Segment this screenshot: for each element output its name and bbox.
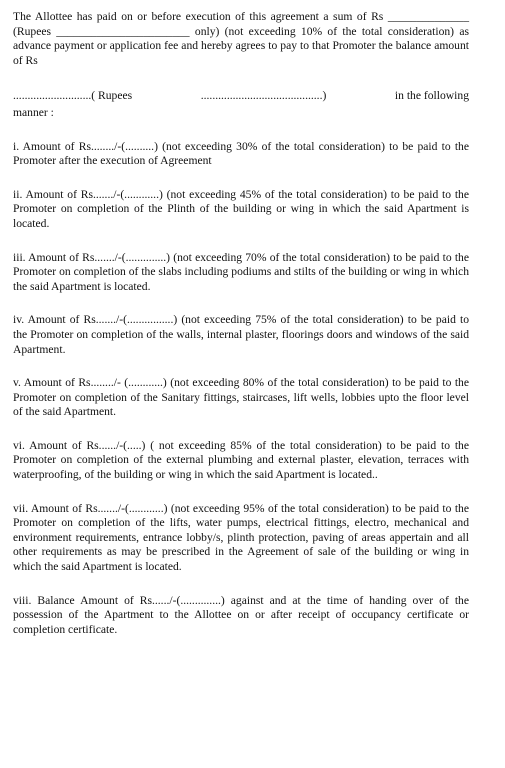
manner-left: ...........................( Rupees [13,89,133,103]
intro-line-2: ______________ (Rupees _______________________ only) (not exceeding 10% of the total consideration) as advance payment or application fee and hereby agrees to pay to that Promoter the balance amount of Rs [13,10,469,67]
manner-right: in the following [394,89,469,103]
payment-item-8: viii. Balance Amount of Rs....../-(..............) against and at the time of handing over of the possession of the Apartment to the Allottee on or after receipt of occupancy certificate or completion certificate. [13,593,469,636]
payment-item-3: iii. Amount of Rs......./-(..............) (not exceeding 70% of the total consideration) to be paid to the Promoter on completion of the slabs including podiums and stilts of the building or wing in which the said Apartment is located. [13,250,469,293]
manner-line [13,89,469,104]
payment-item-4: iv. Amount of Rs......./-(................) (not exceeding 75% of the total consideration) to be paid to the Promoter on completion of the walls, internal plaster, floorings doors and windows of the said Apartment. [13,313,469,356]
intro-paragraph [13,10,469,68]
payment-item-7: vii. Amount of Rs......./-(............) (not exceeding 95% of the total consideration) to be paid to the Promoter on completion of the lifts, water pumps, electrical fittings, electro, mechanical and environment requirements, entrance lobby/s, plinth protection, paving of areas appertain and all other requirements as may be prescribed in the Agreement of sale of the building or wing in which the said Apartment is located. [13,501,469,574]
payment-item-6: vi. Amount of Rs....../-(.....) ( not exceeding 85% of the total consideration) to be paid to the Promoter on completion of the external plumbing and external plaster, elevation, terraces with waterproofing, of the building or wing in which the said Apartment is located.. [13,438,469,482]
intro-line-1: The Allottee has paid on or before execution of this agreement a sum of Rs [13,10,384,23]
payment-item-1: i. Amount of Rs......../-(..........) (not exceeding 30% of the total consideration) to be paid to the Promoter after the execution of Agreement [13,139,469,168]
payment-item-5: v. Amount of Rs......../- (............) (not exceeding 80% of the total consideration) to be paid to the Promoter on completion of the Sanitary fittings, staircases, lift wells, lobbies upto the floor level of the said Apartment. [13,376,469,419]
manner-dots: ..........................................) [200,89,327,103]
manner-word: manner : [13,105,54,119]
payment-item-2: ii. Amount of Rs......./-(............) (not exceeding 45% of the total consideration) to be paid to the Promoter on completion of the Plinth of the building or wing in which the said Apartment is located. [13,187,469,230]
